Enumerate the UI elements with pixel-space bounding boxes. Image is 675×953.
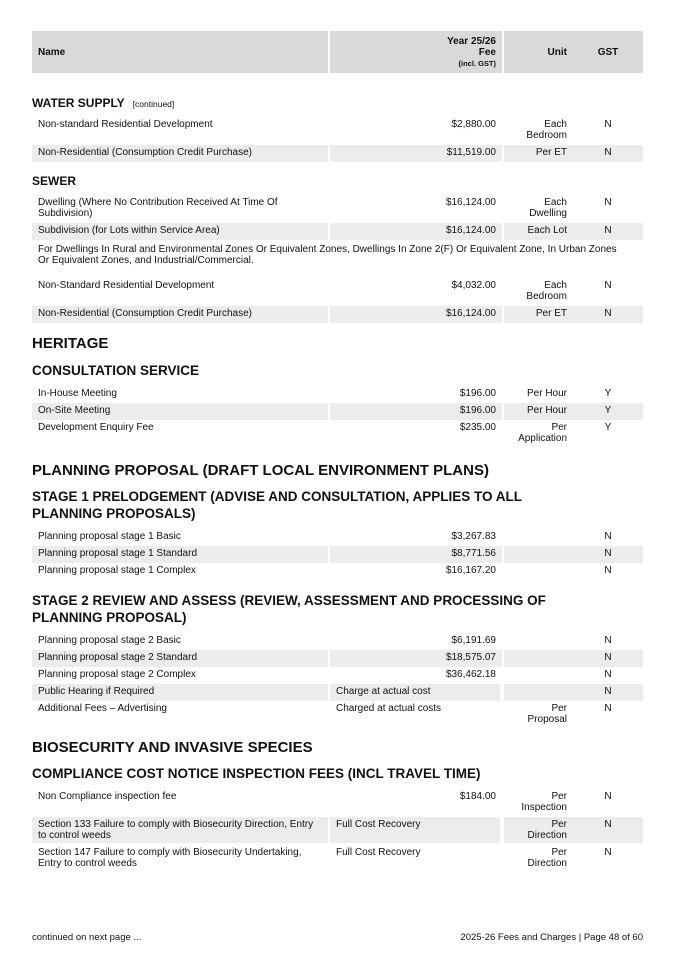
table-row: Planning proposal stage 2 Standard $18,575.07 N bbox=[32, 650, 643, 667]
table-row: Planning proposal stage 2 Basic $6,191.69 N bbox=[32, 633, 643, 650]
table-row: Non-Residential (Consumption Credit Purchase) $16,124.00 Per ET N bbox=[32, 306, 643, 323]
table-row: Public Hearing if Required Charge at actual cost N bbox=[32, 684, 643, 701]
table-row: Planning proposal stage 1 Standard $8,771.56 N bbox=[32, 546, 643, 563]
table-row: Non Compliance inspection fee $184.00 Per Inspection N bbox=[32, 789, 643, 815]
continued-label: [continued] bbox=[132, 99, 175, 109]
table-row: In-House Meeting $196.00 Per Hour Y bbox=[32, 386, 643, 403]
header-fee-label: Fee bbox=[478, 46, 496, 58]
table-row: Subdivision (for Lots within Service Area) $16,124.00 Each Lot N bbox=[32, 223, 643, 240]
footer-continued: continued on next page ... bbox=[32, 932, 142, 943]
table-row: Planning proposal stage 2 Complex $36,462.18 N bbox=[32, 667, 643, 684]
table-row: Non-standard Residential Development $2,880.00 Each Bedroom N bbox=[32, 117, 643, 143]
header-fee-year: Year 25/26 bbox=[447, 35, 496, 47]
header-fee-gst-note: (incl. GST) bbox=[458, 58, 496, 68]
table-row: Planning proposal stage 1 Complex $16,167.20 N bbox=[32, 563, 643, 580]
section-water-supply: WATER SUPPLY [continued] bbox=[32, 96, 175, 110]
footer-page-number: 2025-26 Fees and Charges | Page 48 of 60 bbox=[460, 932, 643, 943]
table-row: Planning proposal stage 1 Basic $3,267.83 N bbox=[32, 529, 643, 546]
subsection-stage-2: STAGE 2 REVIEW AND ASSESS (REVIEW, ASSESSMENT AND PROCESSING OF PLANNING PROPOSAL) bbox=[32, 593, 546, 625]
section-biosecurity: BIOSECURITY AND INVASIVE SPECIES bbox=[32, 739, 313, 756]
table-row: On-Site Meeting $196.00 Per Hour Y bbox=[32, 403, 643, 420]
subsection-compliance-cost: COMPLIANCE COST NOTICE INSPECTION FEES (INCL TRAVEL TIME) bbox=[32, 766, 481, 781]
header-name: Name bbox=[32, 31, 330, 73]
table-row: Section 147 Failure to comply with Biosecurity Undertaking, Entry to control weeds Full Cost Recovery Per Direction N bbox=[32, 845, 643, 871]
section-heritage: HERITAGE bbox=[32, 335, 109, 352]
table-row: Development Enquiry Fee $235.00 Per Application Y bbox=[32, 420, 643, 446]
page-footer bbox=[32, 932, 643, 943]
table-row: Additional Fees – Advertising Charged at actual costs Per Proposal N bbox=[32, 701, 643, 727]
sewer-note: For Dwellings In Rural and Environmental Zones Or Equivalent Zones, Dwellings In Zone 2(F) Or Equivalent Zone, In Urban Zones Or Equivalent Zones, and Industrial/Commercial. bbox=[38, 244, 617, 266]
table-row: Dwelling (Where No Contribution Received At Time Of Subdivision) $16,124.00 Each Dwelling N bbox=[32, 195, 643, 221]
subsection-stage-1: STAGE 1 PRELODGEMENT (ADVISE AND CONSULTATION, APPLIES TO ALL PLANNING PROPOSALS) bbox=[32, 489, 523, 521]
section-sewer: SEWER bbox=[32, 174, 77, 188]
section-planning-proposal: PLANNING PROPOSAL (DRAFT LOCAL ENVIRONMENT PLANS) bbox=[32, 462, 489, 479]
table-header bbox=[32, 31, 643, 73]
header-fee bbox=[330, 31, 504, 73]
header-unit: Unit bbox=[547, 46, 567, 58]
header-gst: GST bbox=[597, 46, 619, 58]
fees-page bbox=[32, 31, 643, 871]
subsection-consultation-service: CONSULTATION SERVICE bbox=[32, 363, 200, 378]
table-row: Non-Standard Residential Development $4,032.00 Each Bedroom N bbox=[32, 278, 643, 304]
table-row: Section 133 Failure to comply with Biosecurity Direction, Entry to control weeds Full Cost Recovery Per Direction N bbox=[32, 817, 643, 843]
table-row: Non-Residential (Consumption Credit Purchase) $11,519.00 Per ET N bbox=[32, 145, 643, 162]
